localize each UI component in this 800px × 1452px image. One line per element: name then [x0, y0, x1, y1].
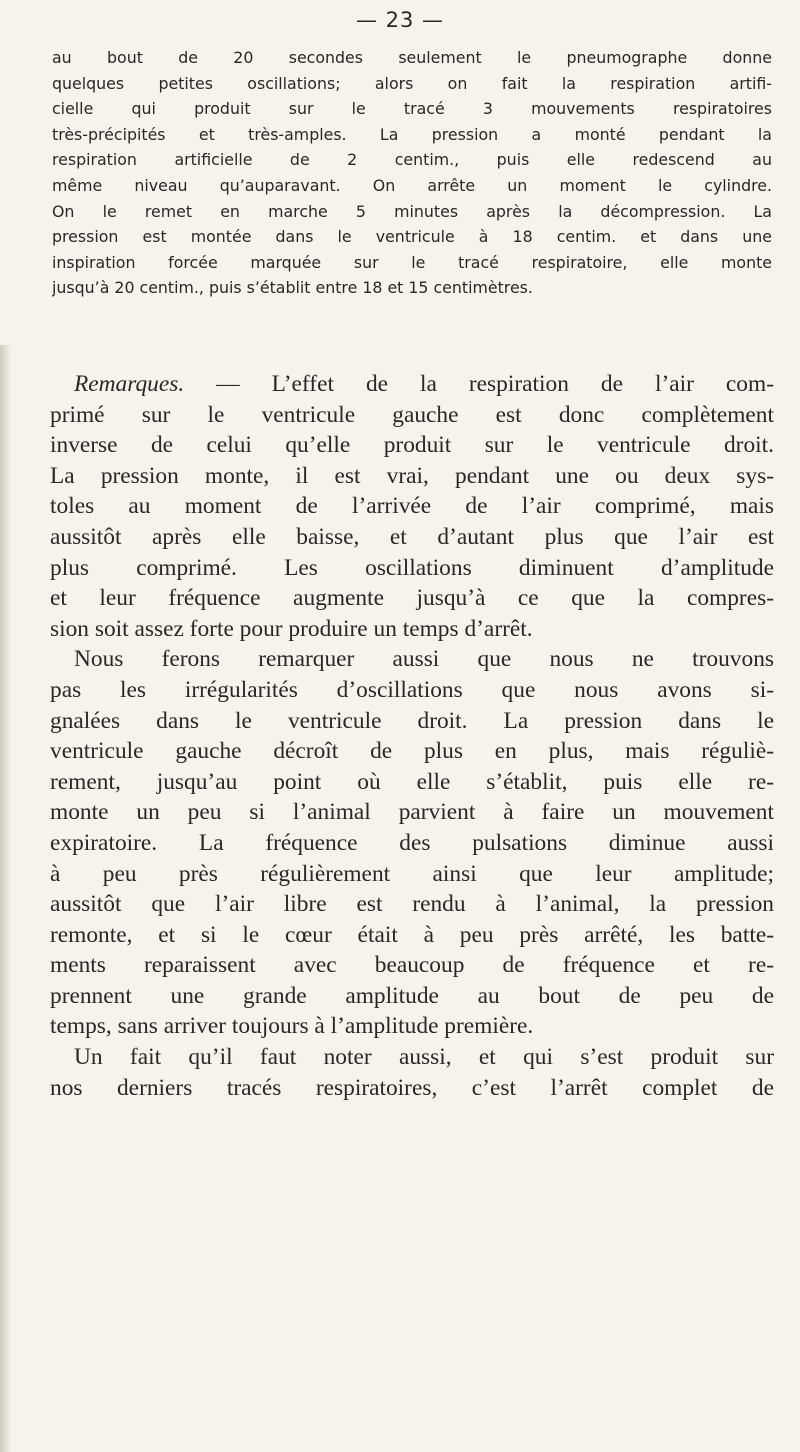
text-line: prennent une grande amplitude au bout de peu de [50, 982, 774, 1009]
text-line: très-précipités et très-amples. La pression a monté pendant la [52, 124, 772, 144]
text-line: ventricule gauche décroît de plus en plus, mais réguliè- [50, 738, 774, 765]
text-line: expiratoire. La fréquence des pulsations diminue aussi [50, 829, 774, 856]
text-line: primé sur le ventricule gauche est donc complètement [50, 401, 774, 428]
text-line: à peu près régulièrement ainsi que leur amplitude; [50, 860, 774, 887]
remarques-heading: Remarques. [74, 371, 185, 397]
text-line: pas les irrégularités d’oscillations que nous avons si- [50, 676, 774, 703]
text-line: temps, sans arriver toujours à l’amplitude première. [50, 1013, 534, 1040]
text-line: et leur fréquence augmente jusqu’à ce que la compres- [50, 585, 774, 612]
text-line: cielle qui produit sur le tracé 3 mouvements respiratoires [52, 99, 772, 119]
text-line: inverse de celui qu’elle produit sur le ventricule droit. [50, 432, 774, 459]
text-line: jusqu’à 20 centim., puis s’établit entre 18 et 15 centimètres. [52, 278, 533, 298]
paragraph-remarques [50, 369, 774, 1103]
paragraph-experiment-report [52, 45, 772, 301]
text-line: La pression monte, il est vrai, pendant une ou deux sys- [50, 462, 774, 489]
text-line: plus comprimé. Les oscillations diminuent d’amplitude [50, 554, 774, 581]
text-line: ments reparaissent avec beaucoup de fréquence et re- [50, 952, 774, 979]
text-line: toles au moment de l’arrivée de l’air comprimé, mais [50, 493, 774, 520]
text-line-with-heading [50, 369, 774, 400]
text-line: gnalées dans le ventricule droit. La pression dans le [50, 707, 774, 734]
text-line: nos derniers tracés respiratoires, c’est l’arrêt complet de [50, 1074, 774, 1101]
text-line: quelques petites oscillations; alors on fait la respiration artifi- [52, 73, 772, 93]
text-line: même niveau qu’auparavant. On arrête un moment le cylindre. [52, 175, 772, 195]
text-line: remonte, et si le cœur était à peu près arrêté, les batte- [50, 921, 774, 948]
page-binding-shadow [0, 345, 12, 1452]
text-line: Un fait qu’il faut noter aussi, et qui s’est produit sur [74, 1044, 774, 1071]
text-fragment: — L’effet de la respiration de l’air com- [184, 371, 774, 397]
text-line: aussitôt après elle baisse, et d’autant plus que l’air est [50, 523, 774, 550]
text-line: On le remet en marche 5 minutes après la décompression. La [52, 201, 772, 221]
text-line: au bout de 20 secondes seulement le pneumographe donne [52, 48, 772, 67]
text-line: Nous ferons remarquer aussi que nous ne trouvons [74, 646, 774, 673]
text-line: monte un peu si l’animal parvient à faire un mouvement [50, 799, 774, 826]
text-line: sion soit assez forte pour produire un temps d’arrêt. [50, 615, 533, 642]
text-line: respiration artificielle de 2 centim., puis elle redescend au [52, 150, 772, 170]
text-line: rement, jusqu’au point où elle s’établit, puis elle re- [50, 768, 774, 795]
page-number: — 23 — [355, 8, 445, 32]
text-line: inspiration forcée marquée sur le tracé respiratoire, elle monte [52, 252, 772, 272]
text-line: aussitôt que l’air libre est rendu à l’animal, la pression [50, 891, 774, 918]
text-line: pression est montée dans le ventricule à 18 centim. et dans une [52, 227, 772, 247]
